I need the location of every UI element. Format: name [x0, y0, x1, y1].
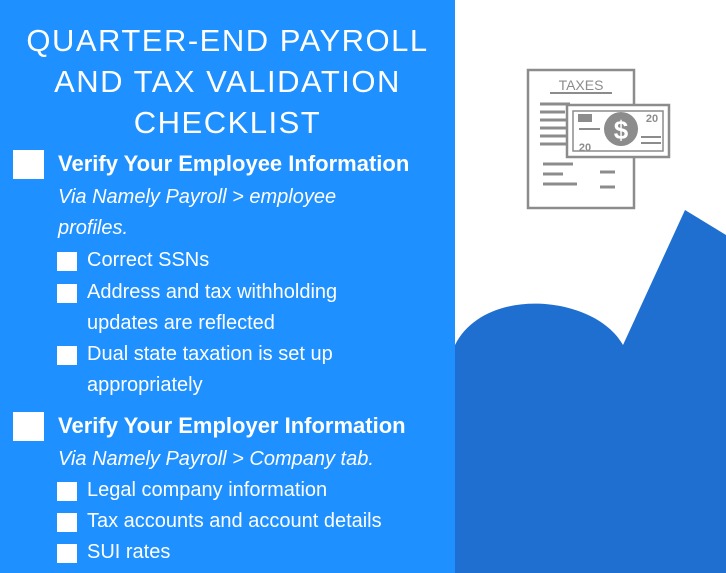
section-checkbox[interactable]	[13, 412, 44, 441]
checklist-item: Legal company information	[87, 479, 328, 501]
title-line: CHECKLIST	[133, 105, 322, 140]
item-checkbox[interactable]	[57, 482, 77, 501]
svg-text:20: 20	[578, 142, 592, 154]
item-checkbox[interactable]	[57, 513, 77, 532]
checklist-item: appropriately	[87, 374, 203, 396]
form-label: TAXES	[558, 77, 604, 93]
section-subtitle: profiles.	[58, 217, 129, 239]
checklist-item: SUI rates	[87, 541, 171, 563]
section-title: Verify Your Employee Information	[58, 151, 410, 176]
title-line: AND TAX VALIDATION	[54, 64, 401, 99]
item-checkbox[interactable]	[57, 346, 77, 365]
item-checkbox[interactable]	[57, 284, 77, 303]
checklist-item: Dual state taxation is set up	[87, 343, 333, 365]
section-title: Verify Your Employer Information	[58, 413, 406, 438]
checklist-item: updates are reflected	[87, 312, 275, 334]
title-line: QUARTER-END PAYROLL	[26, 23, 429, 58]
item-checkbox[interactable]	[57, 544, 77, 563]
item-checkbox[interactable]	[57, 252, 77, 271]
section-subtitle: Via Namely Payroll > Company tab.	[58, 448, 374, 470]
svg-text:20: 20	[645, 113, 659, 125]
section-checkbox[interactable]	[13, 150, 44, 179]
checklist-item: Tax accounts and account details	[87, 510, 382, 532]
svg-text:$: $	[613, 115, 629, 145]
decorative-blue-shape	[455, 0, 726, 573]
blue-wave-shape	[455, 210, 726, 573]
section-subtitle: Via Namely Payroll > employee	[58, 186, 337, 208]
page-title	[0, 20, 455, 143]
checklist-item: Address and tax withholding	[87, 281, 338, 303]
checklist-item: Correct SSNs	[87, 249, 210, 271]
tax-document-money-icon	[528, 70, 669, 208]
